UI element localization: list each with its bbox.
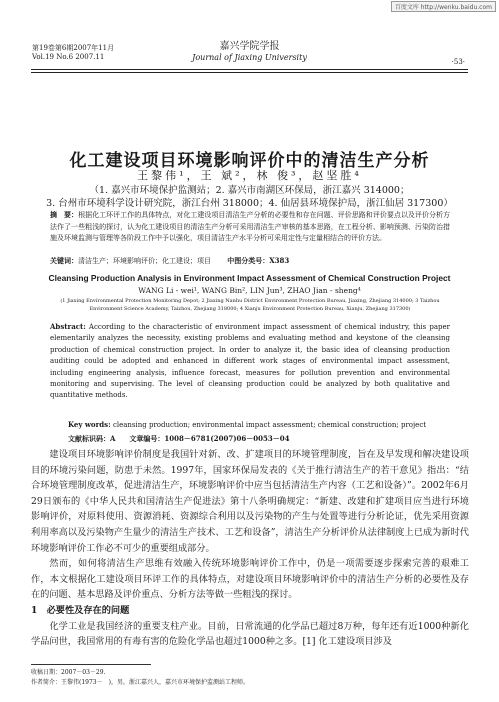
paragraph-2: 然而，如何将清洁生产思维有效融入传统环境影响评价工作中，仍是一项需要逐步探索完善的艰难工作，本文根据化工建设项目环评工作的具体特点，对建设项目环境影响评价中的清洁生产分析的必要性及存在的问题、基本思路及评价重点、分析方法等做一些粗浅的探讨。 bbox=[31, 558, 469, 601]
document-code: 文献标识码：A 文章编号：1008－6781(2007)06－0053－04 bbox=[68, 434, 290, 443]
page-number: ·53· bbox=[451, 58, 465, 66]
affiliation-line-1: （1. 嘉兴市环境保护监测站；2. 嘉兴市南湖区环保局，浙江嘉兴 314000； bbox=[89, 185, 410, 196]
authors: 王黎伟¹，王 斌²，林 俊³，赵坚胜⁴ bbox=[137, 169, 362, 182]
keywords-cn-text: 清洁生产；环境影响评价；化工建设；项目 bbox=[78, 257, 211, 265]
paragraph-3: 化学工业是我国经济的重要支柱产业。目前，日常流通的化学品已超过8万种，每年还有近1000种新化学品问世，我国常用的有毒有害的危险化学品也超过1000种之多。[1] 化工建设项目涉及 bbox=[31, 620, 469, 648]
authors-en: WANG Li - wei¹, WANG Bin², LIN Jun³, ZHAO Jian - sheng⁴ bbox=[138, 286, 361, 295]
keywords-en-text: cleansing production; environmental impact assessment; chemical construction; project bbox=[112, 421, 427, 429]
paper-title-en: Cleansing Production Analysis in Environment Impact Assessment of Chemical Construction Project bbox=[48, 273, 451, 283]
abstract-en-label: Abstract: bbox=[50, 322, 86, 331]
abstract-en bbox=[50, 321, 450, 402]
footnote-rule bbox=[31, 664, 151, 665]
paper-title: 化工建设项目环境影响评价中的清洁生产分析 bbox=[69, 151, 430, 171]
keywords-en-label: Key words: bbox=[68, 420, 111, 429]
keywords-cn-label: 关键词： bbox=[50, 256, 78, 265]
author-bio: 作者简介：王黎伟(1973－ )，男，浙江嘉兴人，嘉兴市环境保护监测站工程师。 bbox=[31, 679, 249, 686]
abstract-cn-text: 根据化工环评工作的具体特点，对化工建设项目清洁生产分析的必要性和存在问题、评价思路和评价要点以及评价分析方法作了一些粗浅的探讨，认为化工建设项目的清洁生产分析可采用清洁生产审核的基本思路，在工程分析、影响预测、污染防治措施及环境监测与管理等各阶段工作中予以强化，项目清洁生产水平分析可采用定性与定量相结合的评价方法。 bbox=[50, 211, 451, 242]
paragraph-1: 建设项目环境影响评价制度是我国针对新、改、扩建项目的环境管理制度，旨在及早发现和解决建设项目的环境污染问题，防患于未然。1997年，国家环保局发表的《关于推行清洁生产的若干意见》指出：“结合环境管理制度改革，促进清洁生产，环境影响评价中应当包括清洁生产内容（工艺和设备）”。2002年6月29日颁布的《中华人民共和国清洁生产促进法》第十八条明确规定：“新建、改建和扩建项目应当进行环境影响评价，对原料使用、资源消耗、资源综合利用以及污染物的产生与处置等进行分析论证，优先采用资源利用率高以及污染物产生量少的清洁生产技术、工艺和设备”，清洁生产分析评价从法律制度上已成为新时代环境影响评价工作必不可少的重要组成部分。 bbox=[31, 449, 469, 554]
journal-en: Journal of Jiaxing University bbox=[192, 53, 307, 62]
body-text bbox=[31, 447, 469, 650]
keywords-en bbox=[68, 420, 448, 429]
header-rule bbox=[31, 69, 468, 70]
volume-en: Vol.19 No.6 2007.11 bbox=[32, 53, 105, 61]
journal-name bbox=[0, 41, 499, 63]
footnote bbox=[31, 668, 249, 688]
received-date: 收稿日期：2007－03－29. bbox=[31, 669, 106, 676]
abstract-cn bbox=[50, 209, 450, 245]
section-heading-1: 1 必要性及存在的问题 bbox=[31, 604, 130, 616]
abstract-cn-label: 摘 要： bbox=[50, 210, 79, 219]
header-rule-thin bbox=[31, 72, 468, 73]
clc-number: 中图分类号：X383 bbox=[227, 256, 290, 265]
journal-cn: 嘉兴学院学报 bbox=[219, 41, 280, 52]
affiliation-line-2: 3. 台州市环境科学设计研究院，浙江台州 318000；4. 仙居县环境保护局，浙江仙居 317300） bbox=[46, 198, 453, 209]
volume-cn: 第19卷第6期2007年11月 bbox=[32, 44, 115, 52]
keywords-cn bbox=[50, 256, 450, 266]
affiliations-en: (1 Jiaxing Environmental Protection Monitoring Depot; 2 Jiaxing Nanhu District Environment Protection Bureau, Jiaxing, Zhejiang 314000; 3 Taizhou Environment Science Academy, Taizhou, Zhejiang 318000; 4 Xianju Environment Protection Bureau, Xianju, Zhejiang 317300) bbox=[60, 298, 440, 312]
abstract-en-text: According to the characteristic of environment impact assessment of chemical industry, this paper elementarily analyzes the necessity, existing problems and evaluating method and keystone of the cleansing production of chemical construction project. In order to analyze it, the basic idea of cleansing production auditing could be adopted and enhanced in different work stages of environmental impact assessment, including engineering analysis, influence forecast, measures for pollution prevention and environmental monitoring and supervising. The level of cleansing production could be analyzed by both qualitative and quantitative methods. bbox=[50, 323, 450, 400]
watermark: 百度文库 http://wenku.baidu.com bbox=[391, 1, 496, 12]
